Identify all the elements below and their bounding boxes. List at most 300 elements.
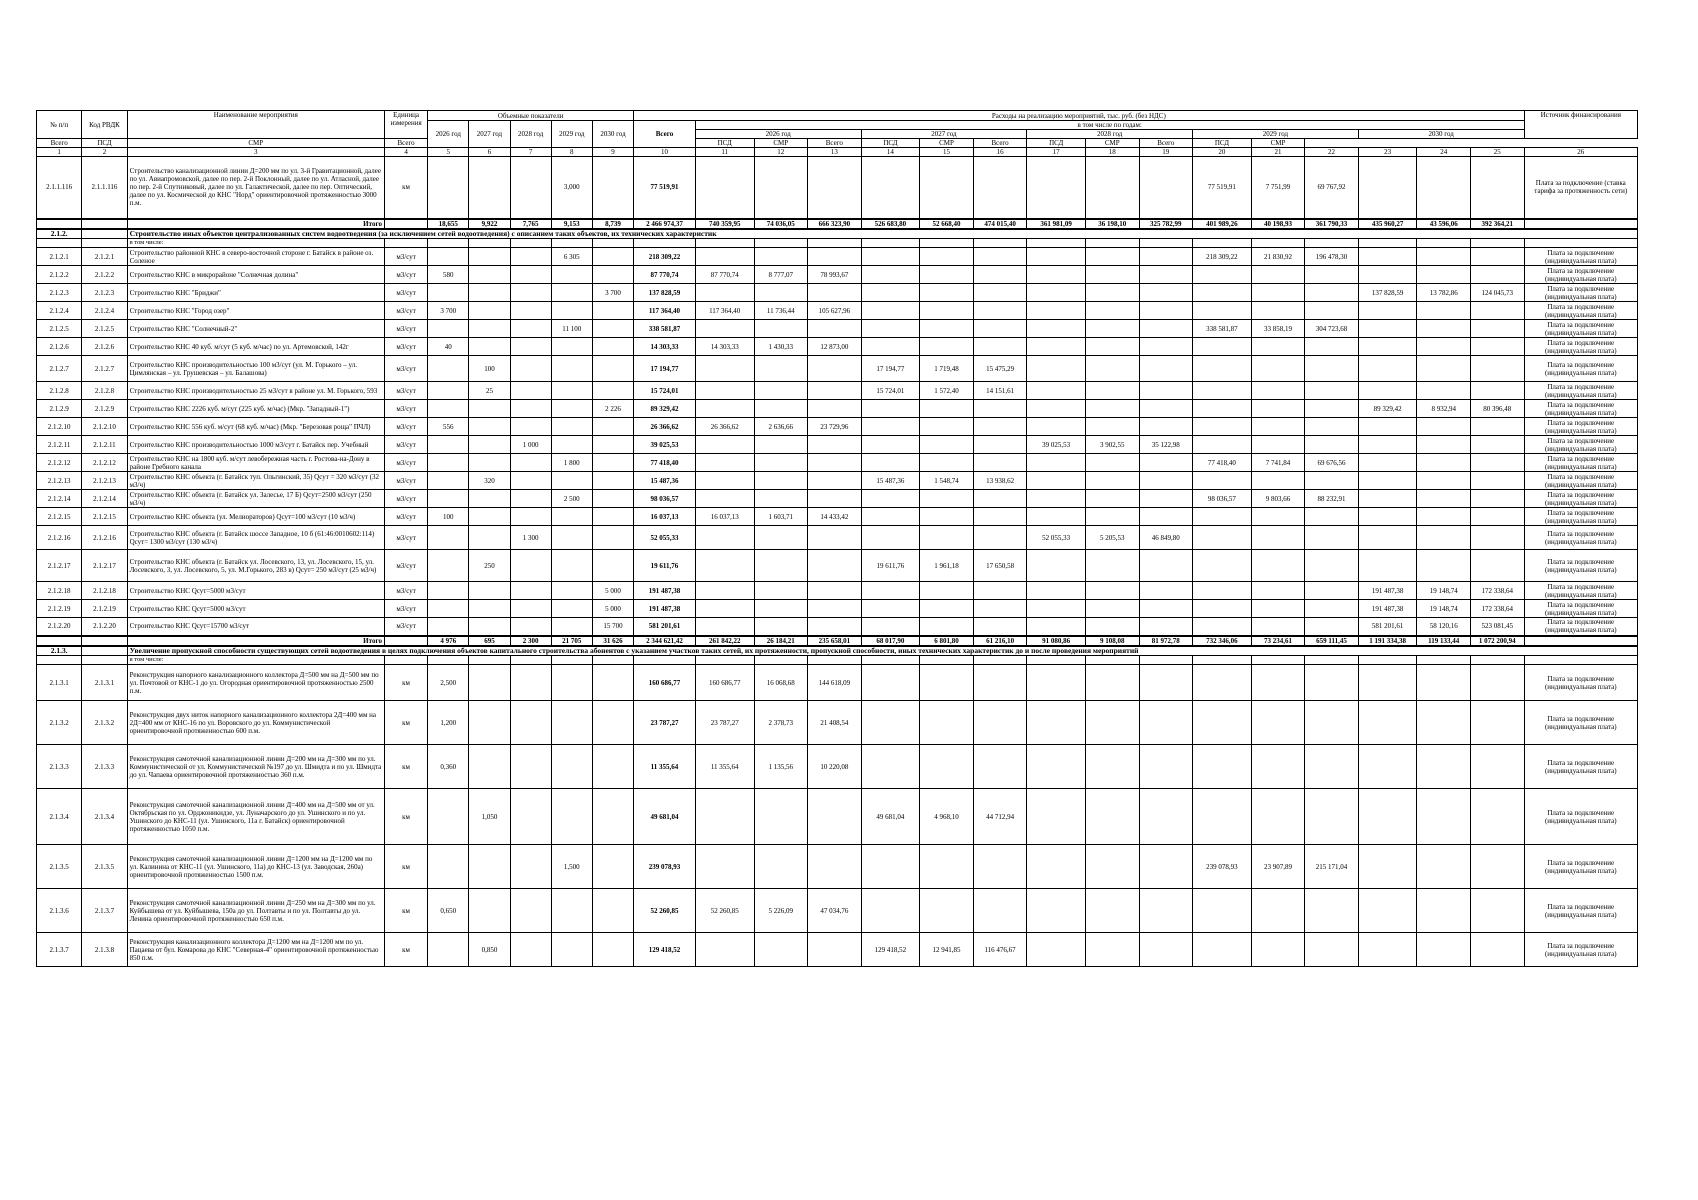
- row-number: 2.1.2.1: [37, 248, 82, 266]
- measure-name: Строительство КНС в микрорайоне "Солнечная долина": [127, 266, 384, 284]
- header-total: Всего: [634, 121, 696, 148]
- table-row: [37, 284, 1638, 302]
- total-volume: 31 626: [592, 636, 633, 646]
- row-code: 2.1.2.19: [82, 600, 127, 618]
- table-row: [37, 665, 1638, 701]
- volume-value: [469, 618, 510, 636]
- empty-cell: [1305, 239, 1359, 248]
- year-cost: 4 968,10: [920, 789, 974, 845]
- year-cost: [1417, 302, 1471, 320]
- volume-value: [469, 320, 510, 338]
- total-cost: 98 036,57: [634, 490, 696, 508]
- year-cost: [695, 618, 754, 636]
- year-cost: [1417, 526, 1471, 550]
- column-number: 7: [510, 148, 551, 157]
- including-row: [37, 239, 1638, 248]
- year-cost: [754, 356, 808, 382]
- header-sub-col: Всего: [384, 139, 427, 148]
- empty-cell: [469, 656, 510, 665]
- empty-cell: [1524, 656, 1637, 665]
- year-cost: [1086, 701, 1140, 745]
- volume-value: [428, 454, 469, 472]
- total-cost: 14 303,33: [634, 338, 696, 356]
- total-label: Итого: [127, 636, 384, 646]
- year-cost: [808, 356, 862, 382]
- year-cost: [754, 284, 808, 302]
- column-number: 1: [37, 148, 82, 157]
- volume-value: [510, 472, 551, 490]
- volume-value: [469, 302, 510, 320]
- volume-value: [592, 526, 633, 550]
- volume-value: 5 000: [592, 582, 633, 600]
- total-volume: 4 976: [428, 636, 469, 646]
- year-cost: [1027, 338, 1086, 356]
- table-row: [37, 266, 1638, 284]
- year-cost: [754, 582, 808, 600]
- empty-cell: [428, 239, 469, 248]
- table-row: [37, 526, 1638, 550]
- measure-name: Строительство КНС Qсут=5000 м3/сут: [127, 600, 384, 618]
- year-cost: [973, 508, 1027, 526]
- year-cost: [973, 889, 1027, 933]
- empty-cell: [1193, 239, 1252, 248]
- table-row: [37, 582, 1638, 600]
- year-cost: [1417, 889, 1471, 933]
- total-cost: 17 194,77: [634, 356, 696, 382]
- year-cost: [1251, 526, 1305, 550]
- volume-value: [551, 508, 592, 526]
- year-cost: 14 151,61: [973, 382, 1027, 400]
- measure-name: Строительство КНС "Бриджи": [127, 284, 384, 302]
- unit: м3/сут: [384, 526, 427, 550]
- total-year-cost: 119 133,44: [1417, 636, 1471, 646]
- year-cost: 15 487,36: [861, 472, 920, 490]
- total-cost: 11 355,64: [634, 745, 696, 789]
- volume-value: [551, 400, 592, 418]
- empty-cell: [82, 646, 127, 656]
- volume-value: [592, 454, 633, 472]
- year-cost: 21 830,92: [1251, 248, 1305, 266]
- table-row: [37, 382, 1638, 400]
- funding-source: Плата за подключение (индивидуальная плата): [1524, 356, 1637, 382]
- year-cost: 304 723,68: [1305, 320, 1359, 338]
- volume-value: 556: [428, 418, 469, 436]
- year-cost: [1417, 382, 1471, 400]
- column-number: 15: [920, 148, 974, 157]
- year-cost: [1417, 157, 1471, 219]
- volume-value: [510, 701, 551, 745]
- empty-cell: [1086, 656, 1140, 665]
- year-cost: [1086, 933, 1140, 967]
- volume-value: [510, 490, 551, 508]
- header-sub-col: СМР: [1251, 139, 1305, 148]
- year-cost: [1358, 454, 1417, 472]
- measure-name: Реконструкция канализационного коллектора Д=1200 мм на Д=1200 мм по ул. Пацаева от бул. Комарова до КНС "Северная-4" ориентировочной протяженностью 850 п.м.: [127, 933, 384, 967]
- funding-source: Плата за подключение (ставка тарифа за протяженность сети): [1524, 157, 1637, 219]
- total-year-cost: 325 782,99: [1139, 219, 1193, 229]
- table-row: [37, 454, 1638, 472]
- year-cost: [808, 382, 862, 400]
- volume-value: [592, 418, 633, 436]
- year-cost: 12 941,85: [920, 933, 974, 967]
- total-year-cost: 6 801,80: [920, 636, 974, 646]
- column-number: 6: [469, 148, 510, 157]
- year-cost: [1086, 550, 1140, 582]
- table-row: [37, 490, 1638, 508]
- volume-value: 250: [469, 550, 510, 582]
- year-cost: 21 408,54: [808, 701, 862, 745]
- year-cost: 1 719,48: [920, 356, 974, 382]
- year-cost: 124 045,73: [1471, 284, 1525, 302]
- year-cost: [1305, 526, 1359, 550]
- year-cost: [1086, 600, 1140, 618]
- year-cost: 1 548,74: [920, 472, 974, 490]
- year-cost: 13 938,62: [973, 472, 1027, 490]
- investment-program-table-page: [36, 110, 1638, 967]
- table-row: [37, 845, 1638, 889]
- year-cost: [1358, 889, 1417, 933]
- measure-name: Строительство КНС объекта (г. Батайск туп. Ольгинский, 35) Qсут = 320 м3/сут (32 м3/ч): [127, 472, 384, 490]
- row-code: 2.1.2.9: [82, 400, 127, 418]
- year-cost: 33 858,19: [1251, 320, 1305, 338]
- year-cost: [861, 889, 920, 933]
- volume-value: [510, 789, 551, 845]
- year-cost: [754, 526, 808, 550]
- year-cost: [1358, 789, 1417, 845]
- year-cost: [1251, 266, 1305, 284]
- year-cost: [1471, 248, 1525, 266]
- volume-value: 6 305: [551, 248, 592, 266]
- table-row: [37, 302, 1638, 320]
- volume-value: [592, 356, 633, 382]
- section-heading-row: [37, 646, 1638, 656]
- empty-cell: [551, 239, 592, 248]
- year-cost: [1251, 550, 1305, 582]
- volume-value: [469, 526, 510, 550]
- year-cost: [1417, 418, 1471, 436]
- year-cost: [695, 320, 754, 338]
- total-year-cost: 43 596,06: [1417, 219, 1471, 229]
- empty-cell: [920, 239, 974, 248]
- year-cost: [1358, 338, 1417, 356]
- empty-cell: [920, 656, 974, 665]
- row-code: 2.1.2.5: [82, 320, 127, 338]
- year-cost: [920, 701, 974, 745]
- row-code: 2.1.2.11: [82, 436, 127, 454]
- volume-value: [469, 889, 510, 933]
- volume-value: [428, 600, 469, 618]
- year-cost: [1027, 418, 1086, 436]
- year-cost: [695, 454, 754, 472]
- year-cost: [695, 248, 754, 266]
- total-volume: 18,655: [428, 219, 469, 229]
- year-cost: [1027, 889, 1086, 933]
- volume-value: [428, 490, 469, 508]
- year-cost: [1086, 356, 1140, 382]
- year-cost: [1139, 600, 1193, 618]
- row-code: 2.1.2.20: [82, 618, 127, 636]
- table-row: [37, 248, 1638, 266]
- year-cost: [1027, 266, 1086, 284]
- year-cost: [695, 382, 754, 400]
- volume-value: [592, 845, 633, 889]
- year-cost: [1358, 320, 1417, 338]
- volume-value: [428, 284, 469, 302]
- year-cost: [695, 157, 754, 219]
- year-cost: [1086, 508, 1140, 526]
- measure-name: Реконструкция самотечной канализационной линии Д=250 мм на Д=300 мм по ул. Куйбышева от ул. Куйбышева, 150а до ул. Полтавты и по ул. Полтавты до ул. Ленина ориентировочной протяженностью 650 п.м.: [127, 889, 384, 933]
- empty-cell: [82, 229, 127, 239]
- empty-cell: [1251, 656, 1305, 665]
- volume-value: [592, 550, 633, 582]
- year-cost: [973, 338, 1027, 356]
- year-cost: [920, 454, 974, 472]
- row-number: 2.1.2.2: [37, 266, 82, 284]
- year-cost: [754, 157, 808, 219]
- total-cost: 239 078,93: [634, 845, 696, 889]
- total-cost: 87 770,74: [634, 266, 696, 284]
- column-number: 11: [695, 148, 754, 157]
- year-cost: [1417, 472, 1471, 490]
- year-cost: [754, 845, 808, 889]
- year-cost: [1305, 436, 1359, 454]
- total-cost: 89 329,42: [634, 400, 696, 418]
- year-cost: 14 433,42: [808, 508, 862, 526]
- header-sub-col: Всего: [1139, 139, 1193, 148]
- total-year-cost: 732 346,06: [1193, 636, 1252, 646]
- volume-value: 5 000: [592, 600, 633, 618]
- year-cost: [1193, 266, 1252, 284]
- total-cost: 77 519,91: [634, 157, 696, 219]
- year-cost: [1305, 550, 1359, 582]
- volume-value: [428, 789, 469, 845]
- year-cost: [920, 338, 974, 356]
- empty-cell: [1086, 239, 1140, 248]
- row-number: 2.1.3.5: [37, 845, 82, 889]
- volume-value: [510, 508, 551, 526]
- year-cost: [1027, 745, 1086, 789]
- header-sub-col: СМР: [1086, 139, 1140, 148]
- unit: км: [384, 933, 427, 967]
- volume-value: [510, 418, 551, 436]
- empty-cell: [973, 239, 1027, 248]
- empty-cell: [592, 239, 633, 248]
- year-cost: [1139, 618, 1193, 636]
- section-heading-row: [37, 229, 1638, 239]
- funding-source: Плата за подключение (индивидуальная плата): [1524, 320, 1637, 338]
- empty-cell: [469, 239, 510, 248]
- year-cost: [973, 582, 1027, 600]
- year-cost: [695, 472, 754, 490]
- volume-value: [510, 454, 551, 472]
- year-cost: [1027, 665, 1086, 701]
- year-cost: [808, 400, 862, 418]
- year-cost: [754, 382, 808, 400]
- volume-value: 3 700: [428, 302, 469, 320]
- column-number: 22: [1305, 148, 1359, 157]
- header-sub-col: СМР: [127, 139, 384, 148]
- year-cost: [1471, 745, 1525, 789]
- measure-name: Реконструкция самотечной канализационной линии Д=400 мм на Д=500 мм от ул. Октябрьская по ул. Орджоникидзе, ул. Луначарского до ул. Ушинского и по ул. Ушинского до КНС-11 (ул. Ушинского, 11а г. Батайск) ориентировочной протяженностью 1050 п.м.: [127, 789, 384, 845]
- year-cost: [973, 400, 1027, 418]
- measure-name: Строительство КНС производительностью 25 м3/сут в районе ул. М. Горького, 593: [127, 382, 384, 400]
- total-cost: 338 581,87: [634, 320, 696, 338]
- empty-cell: [1471, 239, 1525, 248]
- row-code: 2.1.3.2: [82, 701, 127, 745]
- table-row: [37, 436, 1638, 454]
- year-cost: [1193, 889, 1252, 933]
- unit: м3/сут: [384, 418, 427, 436]
- header-vol-year: 2027 год: [469, 121, 510, 148]
- year-cost: [1471, 889, 1525, 933]
- total-year-cost: 68 017,90: [861, 636, 920, 646]
- row-number: 2.1.2.16: [37, 526, 82, 550]
- year-cost: 191 487,38: [1358, 600, 1417, 618]
- measure-name: Реконструкция самотечной канализационной линии Д=200 мм на Д=300 мм по ул. Коммунистической от ул. Коммунистической №197 до ул. Шмидта и по ул. Шмидта до ул. Чапаева ориентировочной протяженностью 360 п.м.: [127, 745, 384, 789]
- total-year-cost: 401 989,26: [1193, 219, 1252, 229]
- year-cost: [1305, 789, 1359, 845]
- year-cost: 47 034,76: [808, 889, 862, 933]
- measure-name: Реконструкция напорного канализационного коллектора Д=500 мм на Д=500 мм по ул. Почтовой от КНС-1 до ул. Огородная ориентировочной протяженностью 2500 п.м.: [127, 665, 384, 701]
- year-cost: [1417, 933, 1471, 967]
- year-cost: [1086, 490, 1140, 508]
- year-cost: [1417, 789, 1471, 845]
- year-cost: [808, 157, 862, 219]
- year-cost: [1139, 933, 1193, 967]
- volume-value: [551, 701, 592, 745]
- total-year-cost: 61 216,10: [973, 636, 1027, 646]
- volume-value: [469, 248, 510, 266]
- year-cost: [754, 320, 808, 338]
- table-row: [37, 701, 1638, 745]
- year-cost: [1417, 490, 1471, 508]
- year-cost: [920, 508, 974, 526]
- funding-source: Плата за подключение (индивидуальная плата): [1524, 454, 1637, 472]
- year-cost: [1193, 550, 1252, 582]
- year-cost: [1027, 789, 1086, 845]
- year-cost: [1471, 266, 1525, 284]
- year-cost: [695, 400, 754, 418]
- year-cost: 13 782,86: [1417, 284, 1471, 302]
- year-cost: 105 627,96: [808, 302, 862, 320]
- empty-cell: [754, 656, 808, 665]
- header-vol-year: 2026 год: [428, 121, 469, 148]
- year-cost: [973, 618, 1027, 636]
- empty-cell: [37, 636, 82, 646]
- volume-value: [469, 490, 510, 508]
- measure-name: Строительство КНС Qсут=15700 м3/сут: [127, 618, 384, 636]
- row-number: 2.1.2.20: [37, 618, 82, 636]
- year-cost: [1417, 550, 1471, 582]
- row-code: 2.1.3.8: [82, 933, 127, 967]
- total-cost: 26 366,62: [634, 418, 696, 436]
- year-cost: [1139, 418, 1193, 436]
- table-row: [37, 356, 1638, 382]
- total-year-cost: 261 842,22: [695, 636, 754, 646]
- year-cost: 160 686,77: [695, 665, 754, 701]
- year-cost: [1086, 454, 1140, 472]
- year-cost: [861, 582, 920, 600]
- row-code: 2.1.2.13: [82, 472, 127, 490]
- year-cost: [1027, 382, 1086, 400]
- empty-cell: [1027, 239, 1086, 248]
- empty-cell: [695, 239, 754, 248]
- volume-value: [551, 382, 592, 400]
- unit: м3/сут: [384, 436, 427, 454]
- header-sub-col: Всего: [808, 139, 862, 148]
- total-year-cost: 9 108,08: [1086, 636, 1140, 646]
- table-row: [37, 157, 1638, 219]
- year-cost: 11 355,64: [695, 745, 754, 789]
- year-cost: [808, 454, 862, 472]
- year-cost: [1139, 508, 1193, 526]
- volume-value: 2 500: [551, 490, 592, 508]
- year-cost: [861, 454, 920, 472]
- year-cost: [861, 526, 920, 550]
- volume-value: [551, 266, 592, 284]
- funding-source: Плата за подключение (индивидуальная плата): [1524, 582, 1637, 600]
- year-cost: [861, 266, 920, 284]
- year-cost: [861, 745, 920, 789]
- year-cost: [808, 550, 862, 582]
- volume-value: 25: [469, 382, 510, 400]
- row-code: 2.1.3.1: [82, 665, 127, 701]
- row-number: 2.1.3.1: [37, 665, 82, 701]
- year-cost: [861, 284, 920, 302]
- year-cost: 23 907,89: [1251, 845, 1305, 889]
- year-cost: [754, 454, 808, 472]
- year-cost: [808, 490, 862, 508]
- volume-value: [510, 665, 551, 701]
- year-cost: [920, 284, 974, 302]
- funding-source: Плата за подключение (индивидуальная плата): [1524, 284, 1637, 302]
- column-number: 3: [127, 148, 384, 157]
- volume-value: [551, 526, 592, 550]
- year-cost: [1358, 356, 1417, 382]
- year-cost: 19 611,76: [861, 550, 920, 582]
- year-cost: [1086, 889, 1140, 933]
- total-year-cost: 392 364,21: [1471, 219, 1525, 229]
- volume-value: [592, 701, 633, 745]
- year-cost: [1193, 356, 1252, 382]
- table-row: [37, 508, 1638, 526]
- year-cost: [808, 789, 862, 845]
- year-cost: [1417, 508, 1471, 526]
- year-cost: 98 036,57: [1193, 490, 1252, 508]
- year-cost: 2 636,66: [754, 418, 808, 436]
- table-body: [37, 157, 1638, 967]
- year-cost: 16 037,13: [695, 508, 754, 526]
- volume-value: [469, 665, 510, 701]
- row-code: 2.1.2.4: [82, 302, 127, 320]
- year-cost: [695, 436, 754, 454]
- column-number: 23: [1358, 148, 1417, 157]
- unit: м3/сут: [384, 302, 427, 320]
- volume-value: [592, 382, 633, 400]
- year-cost: 87 770,74: [695, 266, 754, 284]
- row-number: 2.1.2.12: [37, 454, 82, 472]
- total-volume: 8,739: [592, 219, 633, 229]
- year-cost: [695, 284, 754, 302]
- header-sub-col: СМР: [754, 139, 808, 148]
- funding-source: Плата за подключение (индивидуальная плата): [1524, 266, 1637, 284]
- volume-value: [428, 320, 469, 338]
- year-cost: 5 205,53: [1086, 526, 1140, 550]
- funding-source: Плата за подключение (индивидуальная плата): [1524, 436, 1637, 454]
- volume-value: 0,850: [469, 933, 510, 967]
- total-sum: 2 344 621,42: [634, 636, 696, 646]
- year-cost: 77 519,91: [1193, 157, 1252, 219]
